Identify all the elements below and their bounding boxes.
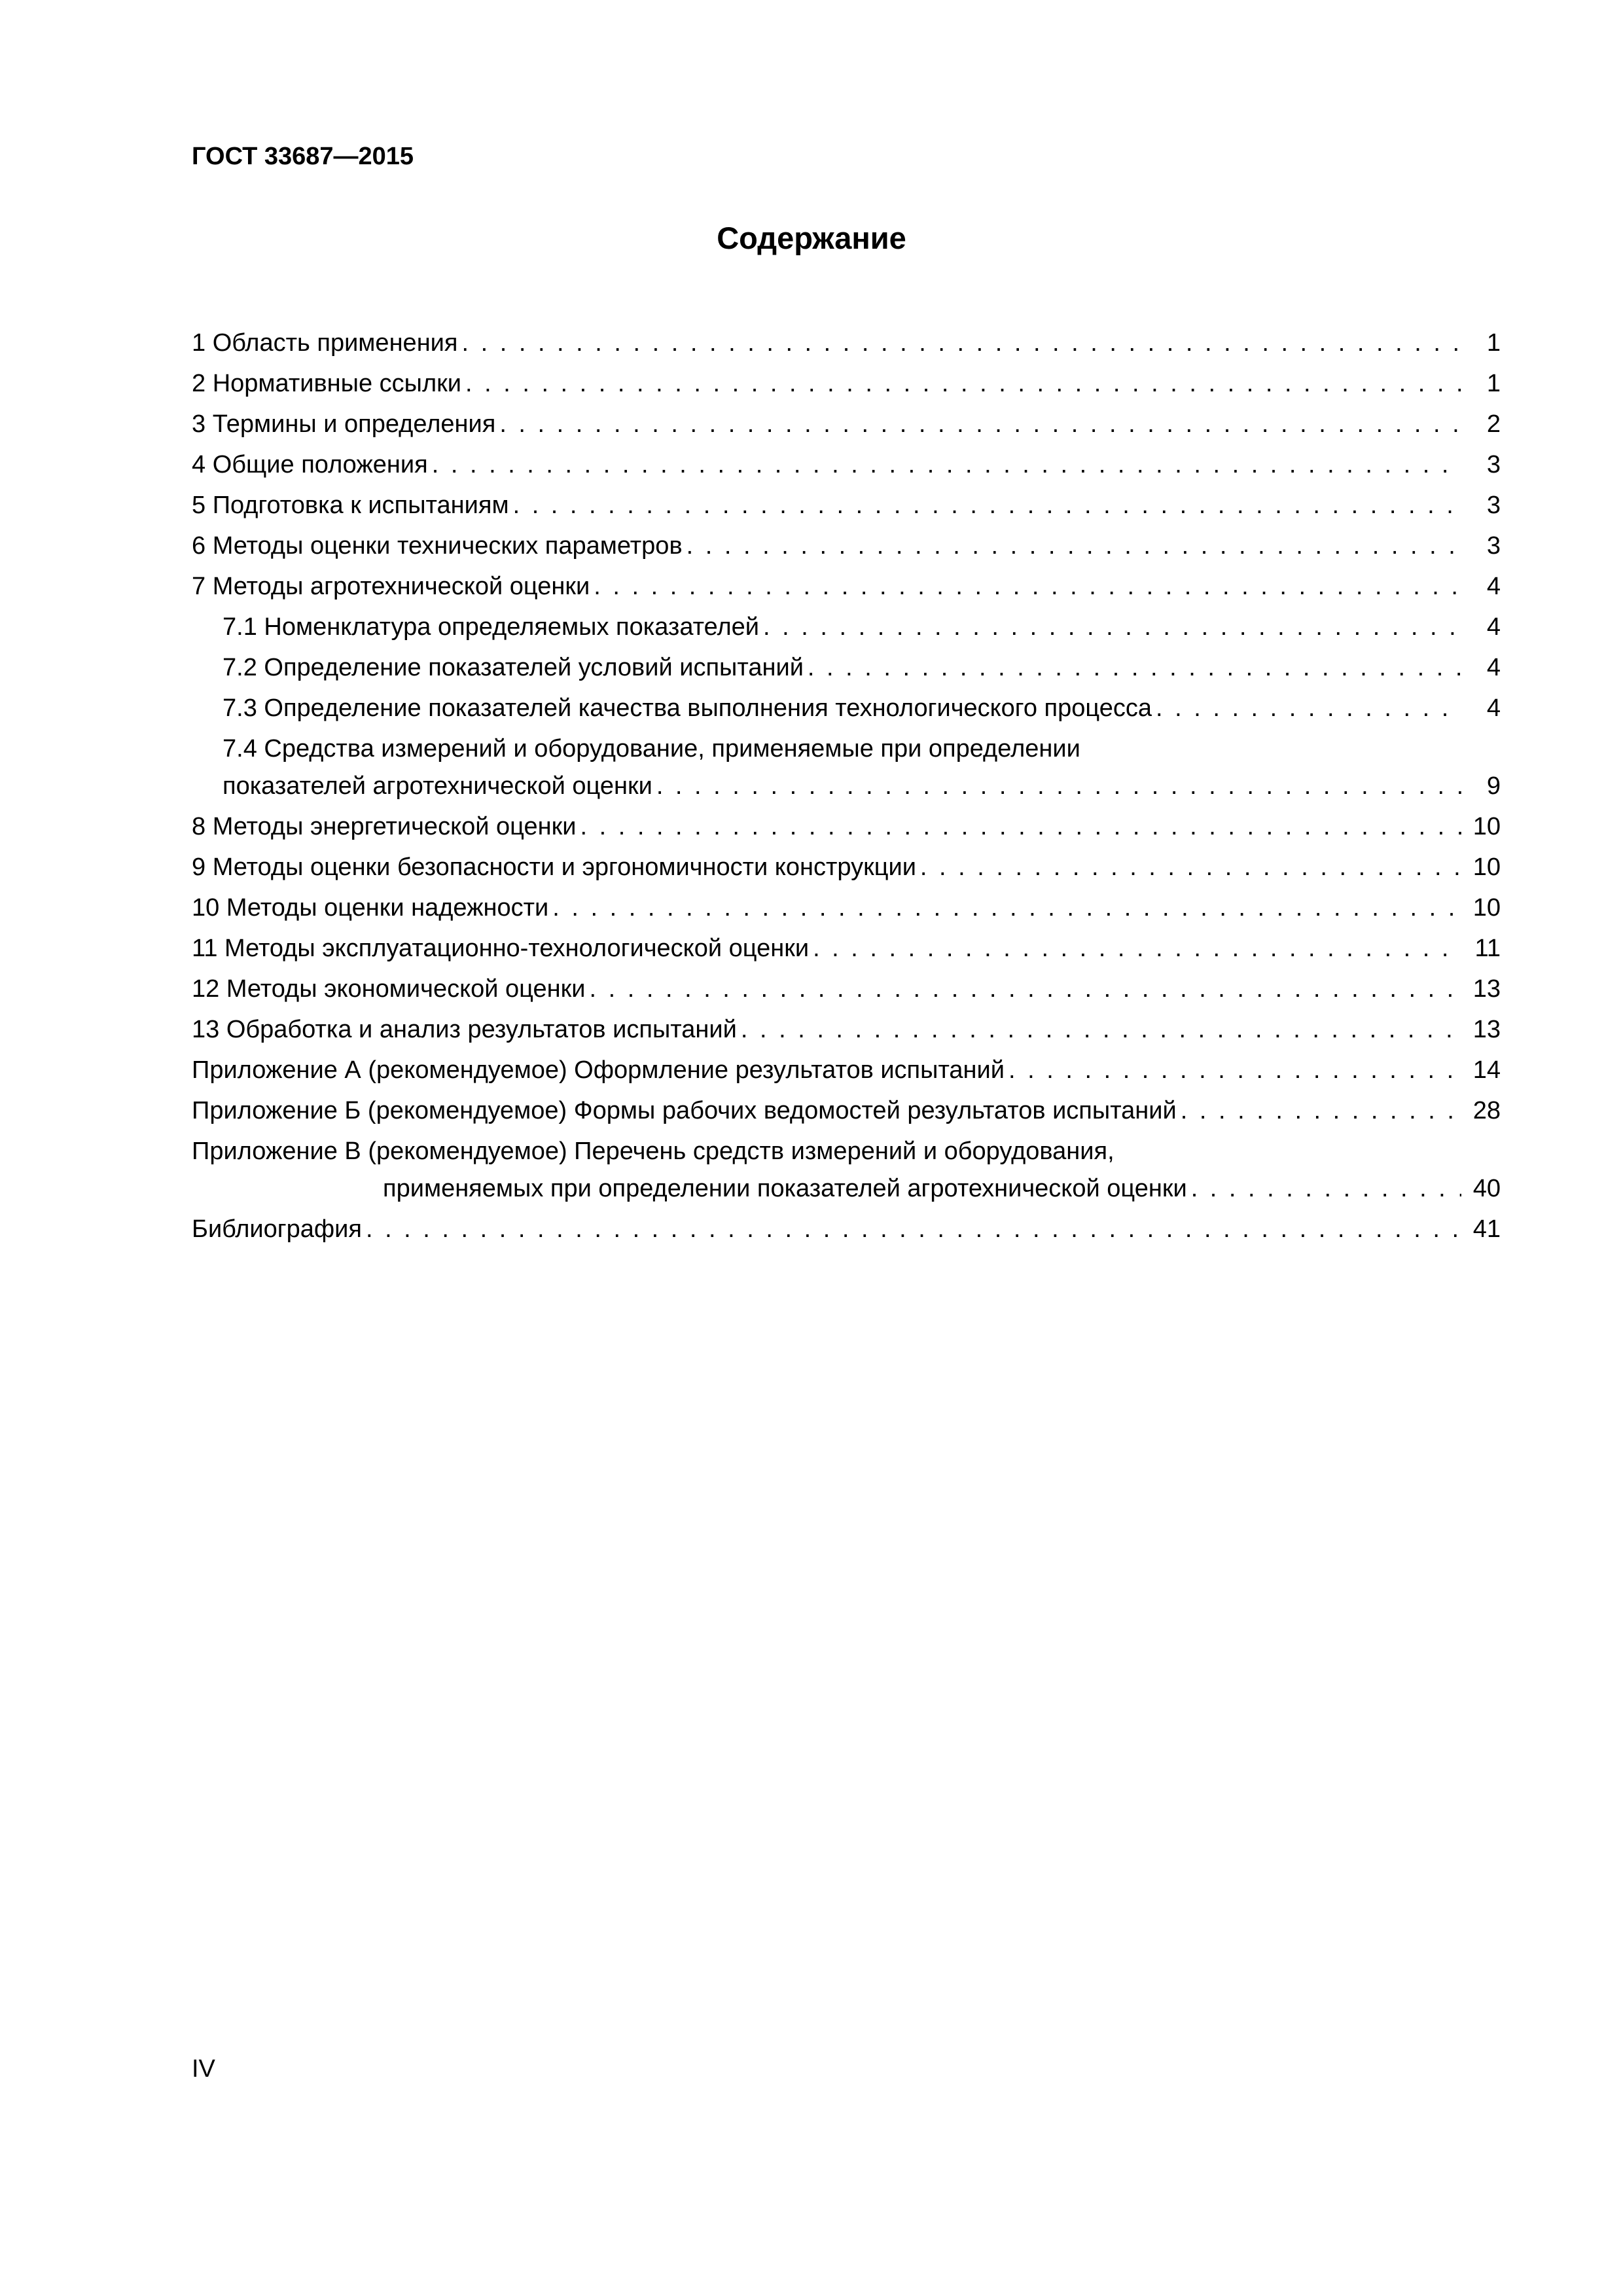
leader-dots — [513, 485, 1461, 526]
leader-dots — [656, 766, 1461, 806]
toc-entry-page: 3 — [1486, 532, 1501, 560]
toc-entry-page: 2 — [1486, 410, 1501, 438]
leader-dots — [499, 404, 1461, 444]
toc-entry-label: 6 Методы оценки технических параметров — [192, 532, 683, 560]
toc-entry-page: 4 — [1486, 613, 1501, 641]
toc-entry-label: 5 Подготовка к испытаниям — [192, 492, 509, 519]
toc-entry-label: 10 Методы оценки надежности — [192, 894, 549, 922]
toc-entry[interactable] — [192, 1131, 1501, 1209]
toc-entry[interactable] — [192, 323, 1501, 363]
leader-dots — [1181, 1090, 1461, 1131]
toc-entry-label: 13 Обработка и анализ результатов испытаний — [192, 1016, 737, 1043]
toc-entry-page: 3 — [1486, 451, 1501, 478]
leader-dots — [594, 566, 1461, 607]
toc-entry[interactable] — [192, 1050, 1501, 1090]
toc-entry-page: 41 — [1472, 1215, 1501, 1243]
toc-entry-page: 4 — [1486, 573, 1501, 600]
toc-title: Содержание — [717, 221, 906, 255]
toc-entry-page: 14 — [1472, 1056, 1501, 1084]
toc-entry[interactable] — [192, 363, 1501, 404]
toc-entry-label: 7.4 Средства измерений и оборудование, применяемые при определении — [223, 735, 1080, 762]
page-number: IV — [192, 2055, 215, 2083]
leader-dots — [366, 1209, 1461, 1249]
toc-entry-label: 12 Методы экономической оценки — [192, 975, 586, 1003]
toc-subentry[interactable] — [192, 607, 1501, 647]
toc-entry[interactable] — [192, 444, 1501, 485]
toc-entry[interactable] — [192, 566, 1501, 607]
toc-entry-label: Приложение Б (рекомендуемое) Формы рабочих ведомостей результатов испытаний — [192, 1097, 1177, 1124]
toc-entry-page: 1 — [1486, 370, 1501, 397]
toc-entry[interactable] — [192, 847, 1501, 888]
toc-entry-page: 4 — [1486, 654, 1501, 681]
toc-entry-label-continued: показателей агротехнической оценки — [223, 772, 652, 800]
toc-entry[interactable] — [192, 1090, 1501, 1131]
leader-dots — [432, 444, 1461, 485]
leader-dots — [920, 847, 1461, 888]
leader-dots — [590, 969, 1462, 1009]
toc-entry[interactable] — [192, 1209, 1501, 1249]
document-code: ГОСТ 33687—2015 — [192, 143, 414, 170]
toc-entry-label: 1 Область применения — [192, 329, 458, 357]
leader-dots — [1008, 1050, 1461, 1090]
toc-entry-page: 13 — [1472, 975, 1501, 1003]
toc-entry-page: 9 — [1486, 772, 1501, 800]
toc-entry[interactable] — [192, 806, 1501, 847]
toc-entry-label: 9 Методы оценки безопасности и эргономичности конструкции — [192, 853, 916, 881]
toc-entry[interactable] — [192, 485, 1501, 526]
toc-subentry[interactable] — [192, 728, 1501, 806]
toc-entry-page: 28 — [1472, 1097, 1501, 1124]
leader-dots — [687, 526, 1461, 566]
leader-dots — [465, 363, 1461, 404]
toc-entry-label-continued: применяемых при определении показателей агротехнической оценки — [383, 1175, 1187, 1202]
toc-entry-label: Приложение А (рекомендуемое) Оформление результатов испытаний — [192, 1056, 1005, 1084]
leader-dots — [552, 888, 1461, 928]
toc-entry[interactable] — [192, 969, 1501, 1009]
toc-entry-page: 10 — [1472, 813, 1501, 840]
toc-entry-label: 7.3 Определение показателей качества выполнения технологического процесса — [223, 694, 1152, 722]
toc-entry-page: 4 — [1486, 694, 1501, 722]
toc-entry-label: 4 Общие положения — [192, 451, 428, 478]
toc-entry-page: 13 — [1472, 1016, 1501, 1043]
toc-entry-label: Приложение В (рекомендуемое) Перечень средств измерений и оборудования, — [192, 1138, 1115, 1165]
toc-entry-label: 2 Нормативные ссылки — [192, 370, 461, 397]
toc-entry-label: 7 Методы агротехнической оценки — [192, 573, 590, 600]
toc-entry-label: 11 Методы эксплуатационно-технологической оценки — [192, 935, 810, 962]
leader-dots — [1156, 688, 1461, 728]
toc-entry-page: 10 — [1472, 894, 1501, 922]
toc-subentry[interactable] — [192, 688, 1501, 728]
toc-entry-page: 40 — [1472, 1175, 1501, 1202]
toc-entry[interactable] — [192, 1009, 1501, 1050]
toc-entry-page: 3 — [1486, 492, 1501, 519]
toc-entry[interactable] — [192, 928, 1501, 969]
toc-entry-label: 7.1 Номенклатура определяемых показателей — [223, 613, 760, 641]
table-of-contents — [192, 323, 1501, 1249]
toc-entry-page: 1 — [1486, 329, 1501, 357]
toc-entry-page: 11 — [1474, 935, 1501, 962]
leader-dots — [741, 1009, 1461, 1050]
toc-entry-label: 3 Термины и определения — [192, 410, 496, 438]
leader-dots — [763, 607, 1461, 647]
toc-entry-label: 8 Методы энергетической оценки — [192, 813, 577, 840]
toc-entry-label: Библиография — [192, 1215, 362, 1243]
toc-entry[interactable] — [192, 404, 1501, 444]
toc-entry-label: 7.2 Определение показателей условий испытаний — [223, 654, 804, 681]
toc-subentry[interactable] — [192, 647, 1501, 688]
toc-entry[interactable] — [192, 888, 1501, 928]
toc-entry[interactable] — [192, 526, 1501, 566]
leader-dots — [813, 928, 1461, 969]
leader-dots — [808, 647, 1461, 688]
leader-dots — [580, 806, 1461, 847]
leader-dots — [461, 323, 1461, 363]
leader-dots — [1191, 1168, 1461, 1209]
toc-entry-page: 10 — [1472, 853, 1501, 881]
